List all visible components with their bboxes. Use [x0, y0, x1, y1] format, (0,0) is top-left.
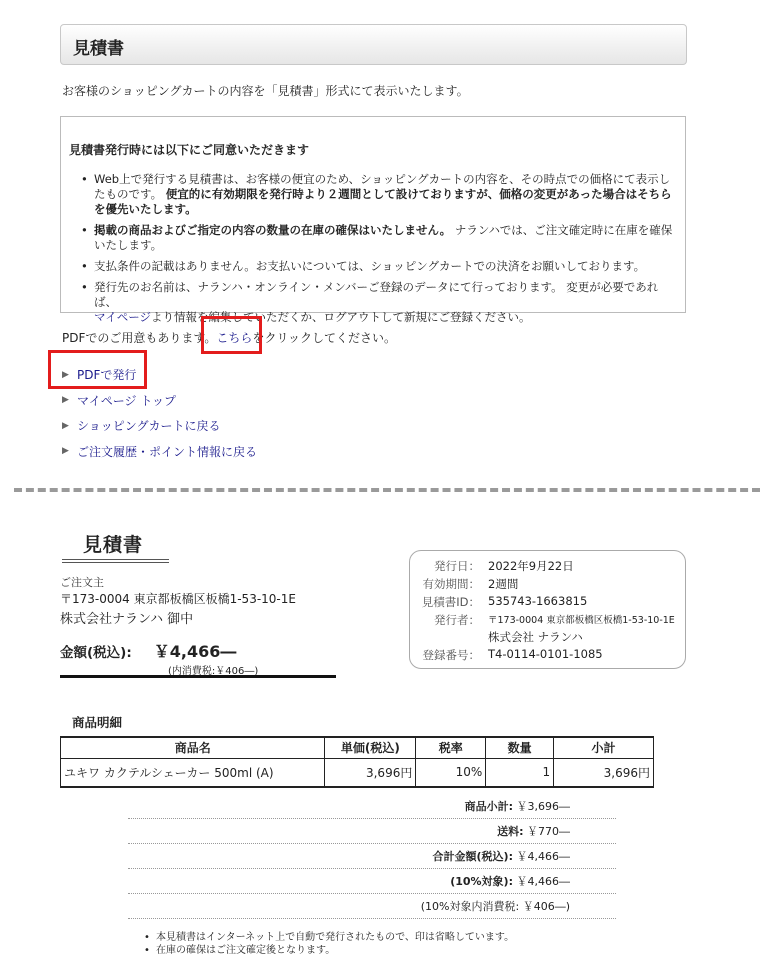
terms-item: • Web上で発行する見積書は、お客様の便宜のため、ショッピングカートの内容を、その時点での価格にて表示したものです。 便宜的に有効期限を発行時より２週間として設けておりますが、価格の変更があった場合はそちらを優先いたします。 [81, 172, 673, 217]
highlight-box [201, 316, 262, 354]
pdf-here-link[interactable]: こちら [216, 331, 253, 345]
page-header [60, 24, 687, 65]
issuer-address: 〒173-0004 東京都板橋区板橋1-53-10-1E [488, 615, 675, 626]
summary-row: (10%対象内消費税: ￥406―) [128, 894, 616, 919]
issuer-name: 株式会社 ナランハ [488, 630, 583, 644]
issue-date: 2022年9月22日 [488, 559, 574, 573]
order-history-link[interactable]: ご注文履歴・ポイント情報に戻る [77, 444, 258, 459]
registration-number: T4-0114-0101-1085 [488, 647, 603, 661]
amount-label: 金額(税込): [60, 645, 132, 661]
summary-row: (10%対象): ￥4,466― [128, 869, 616, 894]
customer-name: 株式会社ナランハ 御中 [60, 612, 194, 627]
quote-title-text: 見積書 [83, 534, 144, 556]
terms-heading: 見積書発行時には以下にご同意いただきます [69, 143, 310, 157]
quote-title [62, 530, 170, 562]
quote-id: 535743-1663815 [488, 594, 588, 608]
table-row [61, 758, 654, 787]
summary-row: 合計金額(税込): ￥4,466― [128, 844, 616, 869]
pdf-note: PDFでのご用意もあります。こちらをクリックしてください。 [62, 331, 396, 345]
table-header-row [61, 737, 654, 758]
item-price: 3,696円 [325, 758, 416, 787]
triangle-right-icon: ▶ [62, 446, 69, 457]
customer-label: ご注文主 [60, 576, 104, 589]
section-divider [14, 488, 760, 492]
amount-tax: (内消費税:￥406―) [168, 666, 259, 677]
col-header: 単価(税込) [325, 737, 416, 758]
col-header: 税率 [416, 737, 486, 758]
item-subtotal: 3,696円 [554, 758, 654, 787]
terms-item: • 支払条件の記載はありません。お支払いについては、ショッピングカートでの決済をお願いしております。 [81, 259, 673, 274]
mypage-top-link[interactable]: マイページ トップ [77, 393, 176, 408]
item-name: ユキワ カクテルシェーカー 500ml (A) [61, 758, 325, 787]
col-header: 数量 [486, 737, 554, 758]
intro-text: お客様のショッピングカートの内容を「見積書」形式にて表示いたします。 [62, 84, 469, 98]
validity: 2週間 [488, 577, 519, 591]
item-tax-rate: 10% [416, 758, 486, 787]
page-title: 見積書 [73, 39, 124, 59]
footnote: • 在庫の確保はご注文確定後となります。 [144, 944, 514, 957]
footnote: • 本見積書はインターネット上で自動で発行されたもので、印は省略しています。 [144, 931, 514, 944]
triangle-right-icon: ▶ [62, 420, 69, 431]
pdf-issue-link[interactable]: PDFで発行 [77, 368, 137, 383]
summary-row: 商品小計: ￥3,696― [128, 794, 616, 819]
back-to-cart-link[interactable]: ショッピングカートに戻る [77, 419, 221, 434]
terms-box [60, 116, 686, 324]
items-section-title: 商品明細 [72, 715, 123, 730]
item-qty: 1 [486, 758, 554, 787]
amount-value: ￥4,466― [153, 642, 237, 661]
amount-underline [60, 675, 336, 678]
highlight-box [48, 350, 147, 389]
items-table [60, 736, 654, 788]
customer-address: 〒173-0004 東京都板橋区板橋1-53-10-1E [60, 592, 296, 606]
terms-item: • 掲載の商品およびご指定の内容の数量の在庫の確保はいたしません。 ナランハでは、ご注文確定時に在庫を確保いたします。 [81, 223, 673, 253]
triangle-right-icon: ▶ [62, 395, 69, 406]
summary-block [128, 794, 616, 919]
summary-row: 送料: ￥770― [128, 819, 616, 844]
col-header: 小計 [554, 737, 654, 758]
col-header: 商品名 [61, 737, 325, 758]
mypage-link[interactable]: マイページ [94, 310, 152, 324]
footnotes [144, 931, 514, 957]
issuer-box: 発行日： 2022年9月22日 有効期間： 2週間 見積書ID： 535743-1663815 発行者： 〒173-0004 東京都板橋区板橋1-53-10-1E 株式会社 ナランハ 登録番号： T4-0114-0101-1085 [409, 550, 686, 669]
amount-row [60, 639, 236, 662]
triangle-right-icon: ▶ [62, 369, 69, 380]
terms-item: • 発行先のお名前は、ナランハ・オンライン・メンバーご登録のデータにて行っております。 変更が必要であれば、 マイページより情報を編集していただくか、ログアウトして新規にご登録ください。 [81, 280, 673, 325]
